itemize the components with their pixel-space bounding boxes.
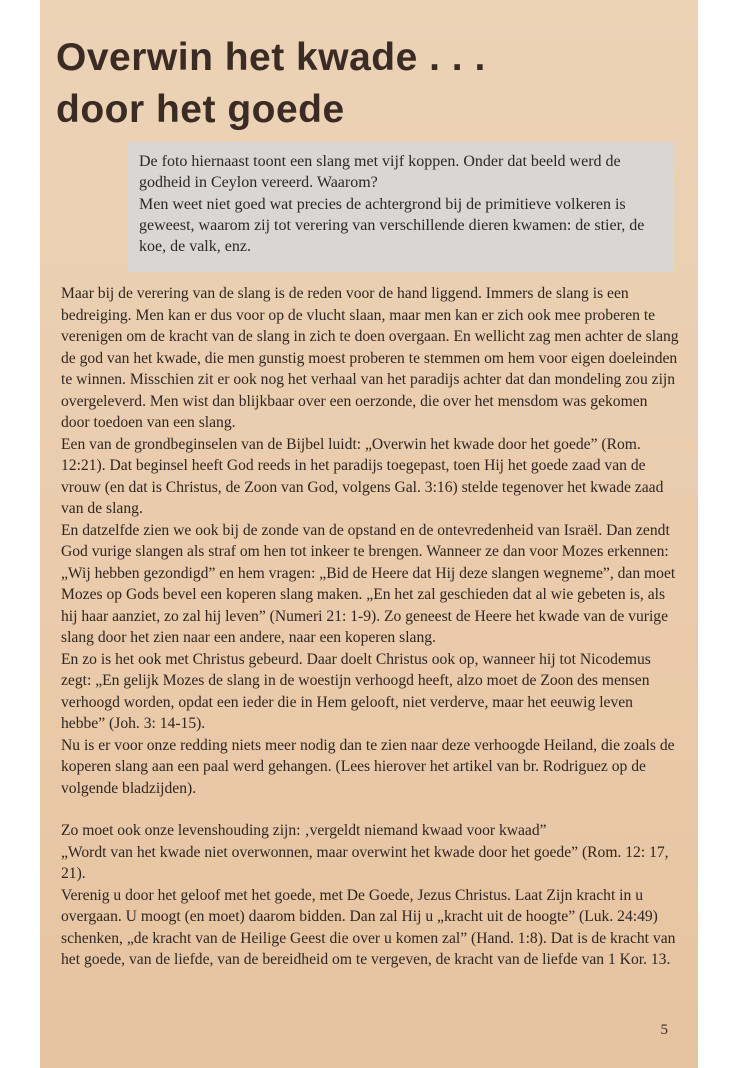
body-paragraph: En datzelfde zien we ook bij de zonde van de opstand en de ontevredenheid van Israël. Dan zendt God vurige slangen als straf om hen tot inkeer te brengen. Wanneer ze dan voor Mozes erkennen: „Wij hebben gezondigd” en hem vragen: „Bid de Heere dat Hij deze slangen wegneme”, dan moet Mozes op Gods bevel een koperen slang maken. „En het zal geschieden dat al wie gebeten is, als hij haar aanziet, zo zal hij leven” (Numeri 21: 1-9). Zo geneest de Heere het kwade van de vurige slang door het zien naar een andere, naar een koperen slang. [61, 521, 676, 646]
title-line-1: Overwin het kwade . . . [56, 36, 486, 79]
page-title [56, 32, 676, 136]
page-number: 5 [660, 1022, 668, 1038]
intro-box [128, 142, 674, 272]
body-paragraph: Een van de grondbeginselen van de Bijbel luidt: „Overwin het kwade door het goede” (Rom. 12:21). Dat beginsel heeft God reeds in het paradijs toegepast, toen Hij het goede zaad van de vrouw (en dat is Christus, de Zoon van God, volgens Gal. 3:16) stelde tegenover het kwade zaad van de slang. [61, 435, 664, 517]
closing-paragraph: „Wordt van het kwade niet overwonnen, maar overwint het kwade door het goede” (Rom. 12: 17, 21). [61, 843, 669, 882]
body-paragraph: En zo is het ook met Christus gebeurd. Daar doelt Christus ook op, wanneer hij tot Nicodemus zegt: „En gelijk Mozes de slang in de woestijn verhoogd heeft, alzo moet de Zoon des mensen verhoogd worden, opdat een ieder die in Hem gelooft, niet verderve, maar het eeuwig leven hebbe” (Joh. 3: 14-15). [61, 650, 651, 732]
paragraph-gap [61, 799, 679, 820]
intro-paragraph: Men weet niet goed wat precies de achtergrond bij de primitieve volkeren is geweest, waarom zij tot verering van verschillende dieren kwamen: de stier, de koe, de valk, enz. [139, 195, 645, 256]
body-paragraph: Maar bij de verering van de slang is de reden voor de hand liggend. Immers de slang is een bedreiging. Men kan er dus voor op de vlucht slaan, maar men kan er zich ook mee proberen te verenigen om de kracht van de slang in zich te doen overgaan. En wellicht zag men achter de slang de god van het kwade, die men gunstig moest proberen te stemmen om hem voor eigen doeleinden te winnen. Misschien zit er ook nog het verhaal van het paradijs achter dat dan mondeling zou zijn overgeleverd. Men wist dan blijkbaar over een oerzonde, die over het mensdom was gekomen door toedoen van een slang. [61, 285, 679, 431]
magazine-page [40, 0, 698, 1068]
closing-paragraph: Verenig u door het geloof met het goede, met De Goede, Jezus Christus. Laat Zijn kracht in u overgaan. U moogt (en moet) daarom bidden. Dan zal Hij u „kracht uit de hoogte” (Luk. 24:49) schenken, „de kracht van de Heilige Geest die over u komen zal” (Hand. 1:8). Dat is de kracht van het goede, van de liefde, van de bereidheid om te vergeven, de kracht van de liefde van 1 Kor. 13. [61, 886, 676, 968]
article-body [61, 283, 679, 971]
title-line-2: door het goede [56, 88, 345, 131]
closing-paragraph: Zo moet ook onze levenshouding zijn: ‚vergeldt niemand kwaad voor kwaad” [61, 822, 547, 839]
body-paragraph: Nu is er voor onze redding niets meer nodig dan te zien naar deze verhoogde Heiland, die zoals de koperen slang aan een paal werd gehangen. (Lees hierover het artikel van br. Rodriguez op de volgende bladzijden). [61, 736, 675, 797]
intro-paragraph: De foto hiernaast toont een slang met vijf koppen. Onder dat beeld werd de godheid in Ceylon vereerd. Waarom? [139, 153, 621, 192]
